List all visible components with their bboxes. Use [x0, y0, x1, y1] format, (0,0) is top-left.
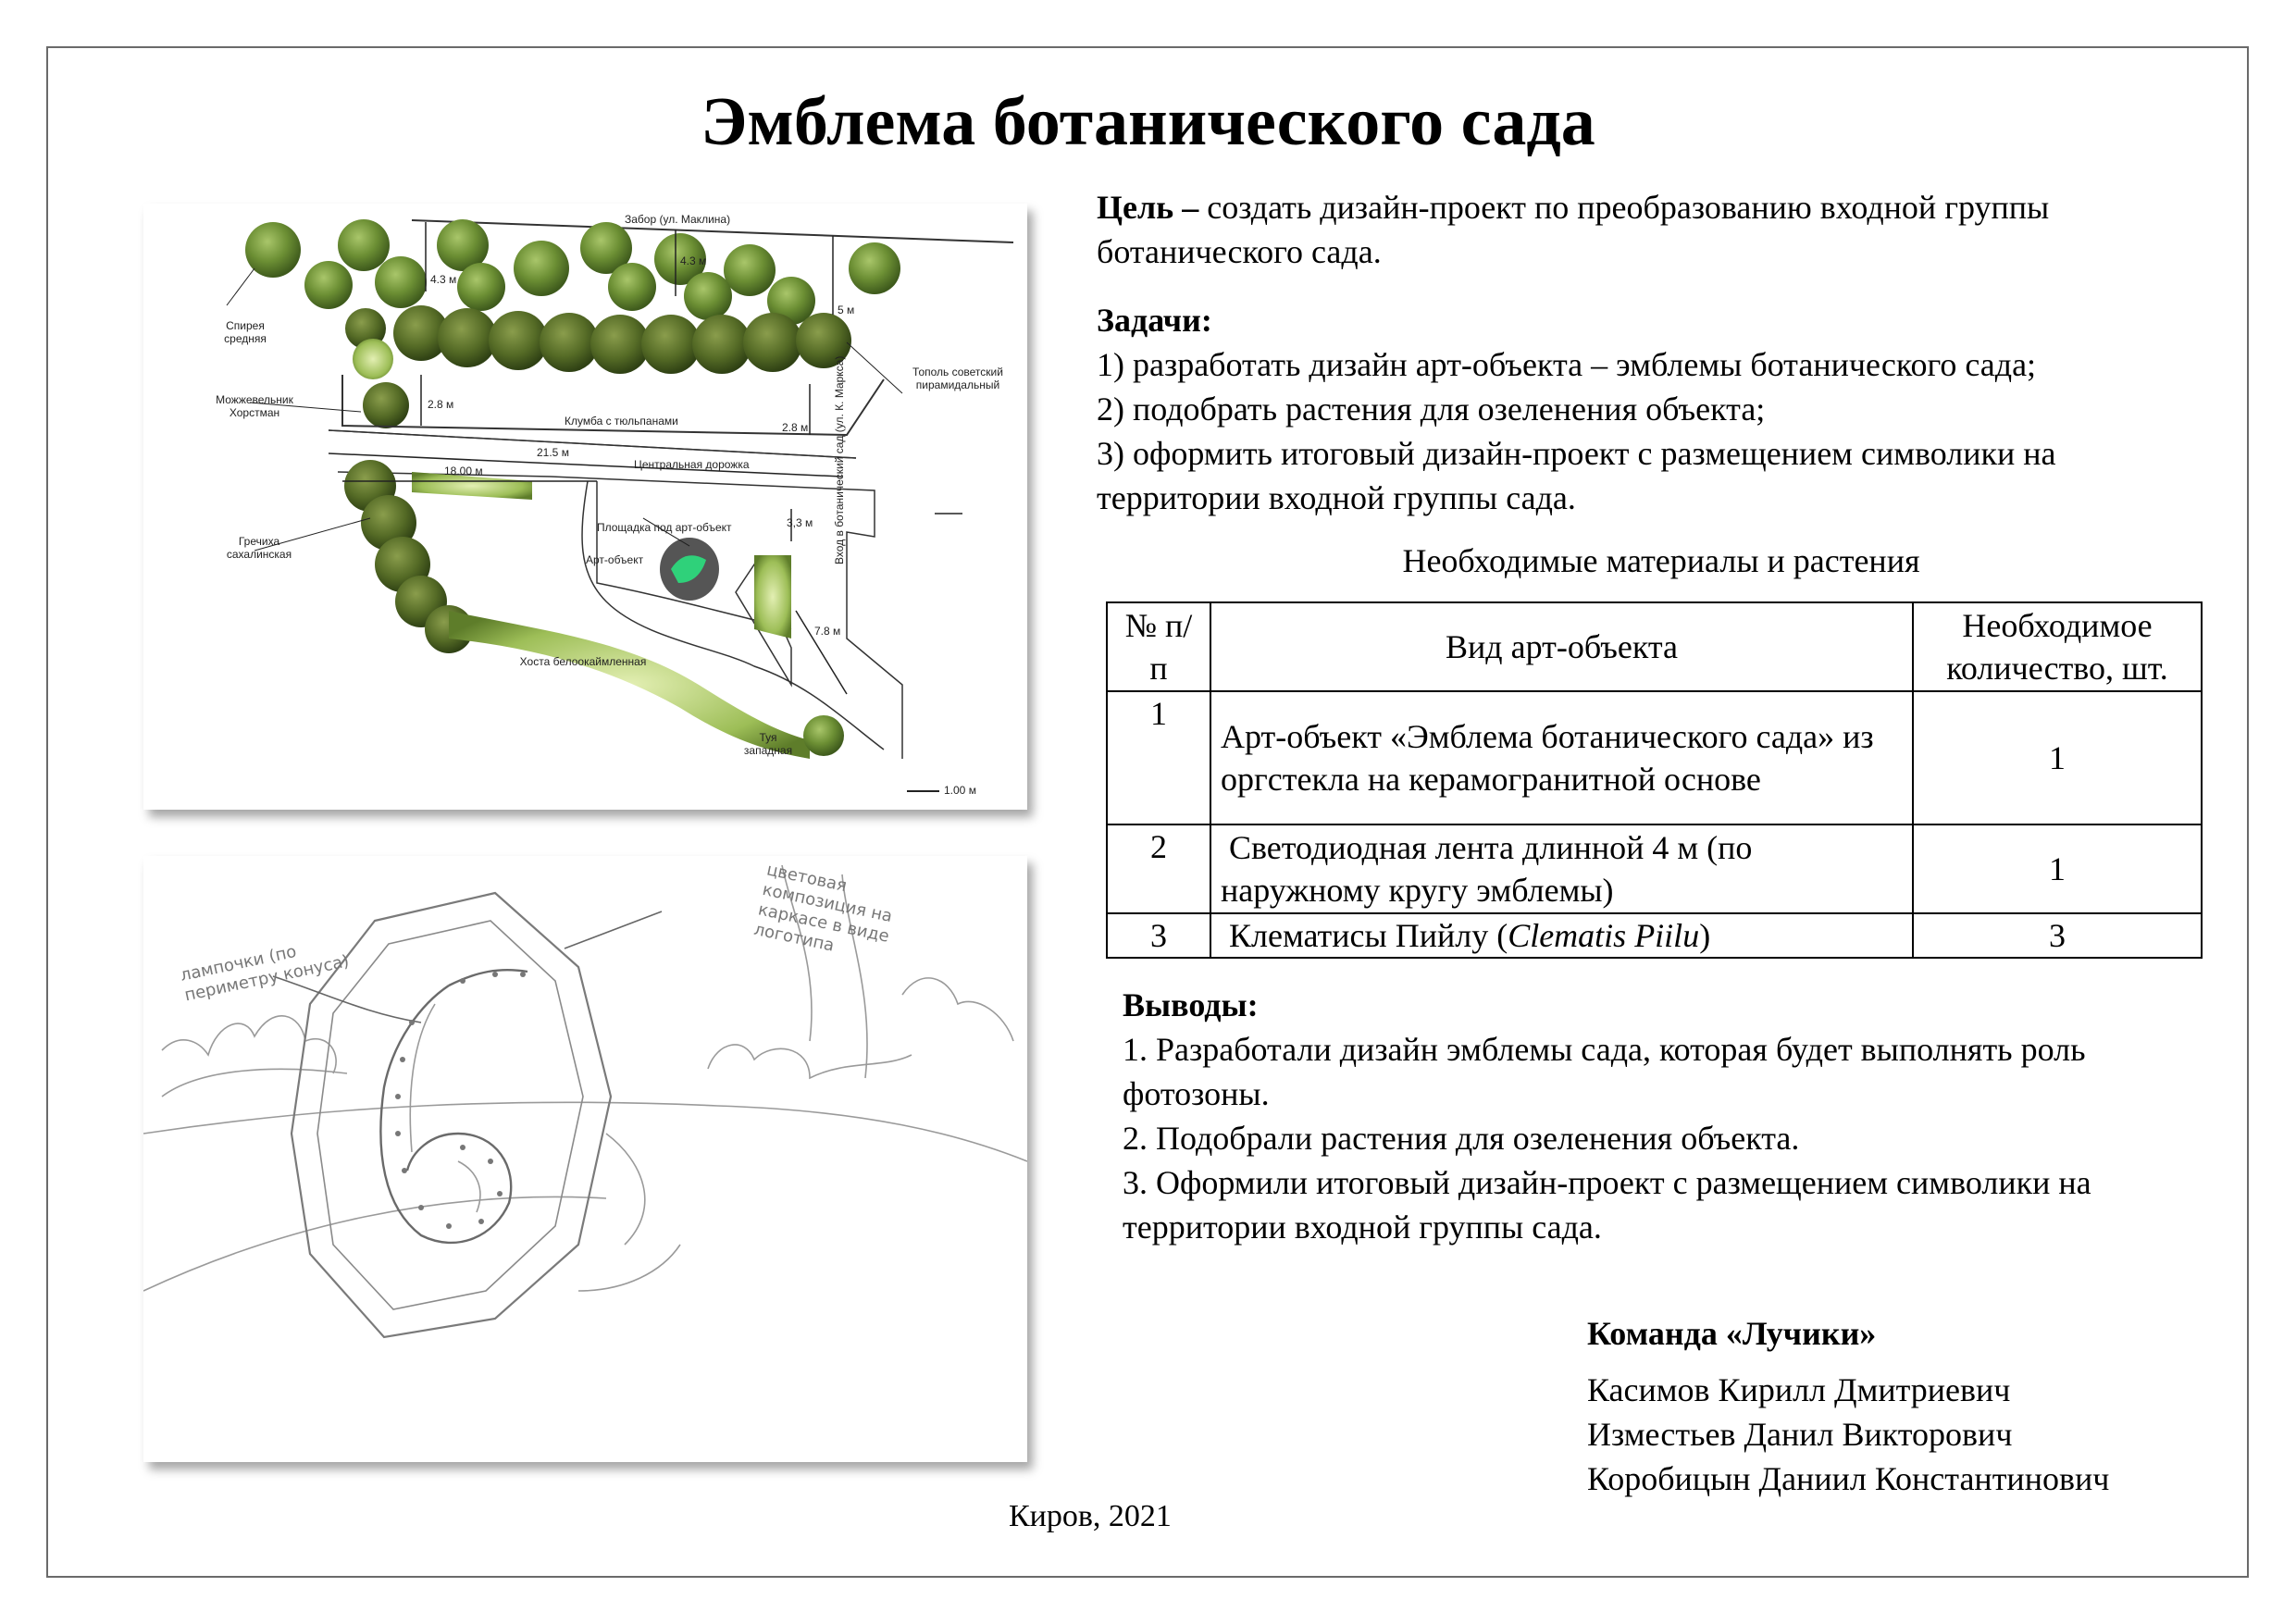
plan-dim-2-8-b: 2.8 м: [782, 421, 809, 434]
row-name: Арт-объект «Эмблема ботанического сада» из оргстекла на керамогранитной основе: [1210, 691, 1913, 824]
conclusion-item: 3. Оформили итоговый дизайн-проект с размещением символики на территории входной группы сада.: [1123, 1164, 2091, 1246]
row-name: Светодиодная лента длинной 4 м (по наружному кругу эмблемы): [1210, 824, 1913, 913]
plan-dim-7-8: 7.8 м: [814, 625, 841, 638]
plan-scale: 1.00 м: [944, 784, 976, 797]
site-plan-image: [143, 204, 1027, 810]
plan-label-hosta: Хоста белоокаймленная: [519, 655, 647, 668]
conclusion-item: 1. Разработали дизайн эмблемы сада, которая будет выполнять роль фотозоны.: [1123, 1031, 2086, 1112]
plan-label-fence: Забор (ул. Маклина): [625, 213, 731, 226]
materials-title: Необходимые материалы и растения: [1402, 542, 1920, 579]
table-row: [1107, 824, 2202, 913]
plan-label-buckwheat: Гречиха сахалинская: [226, 535, 292, 561]
table-row: [1107, 913, 2202, 958]
tasks-block: [1097, 298, 2216, 520]
goal-paragraph: [1097, 185, 2207, 274]
team-member: Коробицын Даниил Константинович: [1587, 1460, 2110, 1497]
task-item: 2) подобрать растения для озеленения объекта;: [1097, 391, 1766, 428]
plan-label-tulips: Клумба с тюльпанами: [565, 415, 678, 428]
plan-label-poplar: Тополь советский пирамидальный: [912, 366, 1003, 391]
plan-label-art-object: Арт-объект: [586, 553, 644, 566]
task-item: 3) оформить итоговый дизайн-проект с размещением символики на территории входной группы сада.: [1097, 435, 2056, 516]
header-quantity: Необходимое количество, шт.: [1913, 602, 2202, 691]
plan-label-entrance: Вход в ботанический сад (ул. К. Маркса): [833, 355, 846, 564]
team-member: Изместьев Данил Викторович: [1587, 1416, 2013, 1453]
row-quantity: 3: [1913, 913, 2202, 958]
row-name-prefix: Клематисы Пийлу (: [1221, 917, 1508, 954]
page-title: Эмблема ботанического сада: [701, 84, 1595, 160]
city-year: Киров, 2021: [1009, 1499, 1172, 1533]
goal-text: создать дизайн-проект по преобразованию входной группы ботанического сада.: [1097, 189, 2050, 270]
conclusions-block: [1123, 983, 2228, 1249]
sketch-label-flowers: цветовая композиция на каркасе в виде логотипа: [751, 860, 895, 956]
plan-label-spiraea: Спирея средняя: [224, 319, 267, 345]
row-name: [1210, 913, 1913, 958]
goal-label: Цель –: [1097, 189, 1199, 226]
row-quantity: 1: [1913, 824, 2202, 913]
task-item: 1) разработать дизайн арт-объекта – эмблемы ботанического сада;: [1097, 346, 2037, 383]
table-header-row: [1107, 602, 2202, 691]
row-name-suffix: ): [1699, 917, 1711, 954]
row-number: 1: [1107, 691, 1210, 824]
team-members: [1587, 1368, 2109, 1501]
emblem-sketch-image: [143, 856, 1027, 1462]
plan-label-thuja: Туя западная: [743, 731, 793, 757]
conclusion-item: 2. Подобрали растения для озеленения объекта.: [1123, 1120, 1800, 1157]
row-number: 3: [1107, 913, 1210, 958]
tasks-heading: Задачи:: [1097, 302, 1212, 339]
row-name-latin: Clematis Piilu: [1508, 917, 1700, 954]
plan-dim-21-5: 21.5 м: [537, 446, 569, 459]
row-number: 2: [1107, 824, 1210, 913]
plan-dim-3-3: 3,3 м: [787, 516, 813, 529]
plan-dim-4-3-a: 4.3 м: [430, 273, 457, 286]
plan-dim-4-3-b: 4.3 м: [680, 254, 707, 267]
plan-dim-18: 18.00 м: [444, 465, 483, 477]
plan-label-central-path: Центральная дорожка: [634, 458, 750, 471]
header-number: № п/п: [1107, 602, 1210, 691]
row-quantity: 1: [1913, 691, 2202, 824]
table-row: [1107, 691, 2202, 824]
header-type: Вид арт-объекта: [1210, 602, 1913, 691]
plan-dim-5: 5 м: [838, 304, 855, 316]
plan-label-juniper: Можжевельник Хорстман: [216, 393, 293, 419]
sketch-label-lamps: лампочки (по периметру конуса): [178, 941, 352, 1006]
materials-table: [1106, 601, 2203, 959]
plan-label-platform: Площадка под арт-объект: [597, 521, 732, 534]
team-member: Касимов Кирилл Дмитриевич: [1587, 1371, 2011, 1408]
conclusions-heading: Выводы:: [1123, 986, 1259, 1023]
plan-dim-2-8-a: 2.8 м: [428, 398, 454, 411]
team-title: Команда «Лучики»: [1587, 1315, 1877, 1352]
